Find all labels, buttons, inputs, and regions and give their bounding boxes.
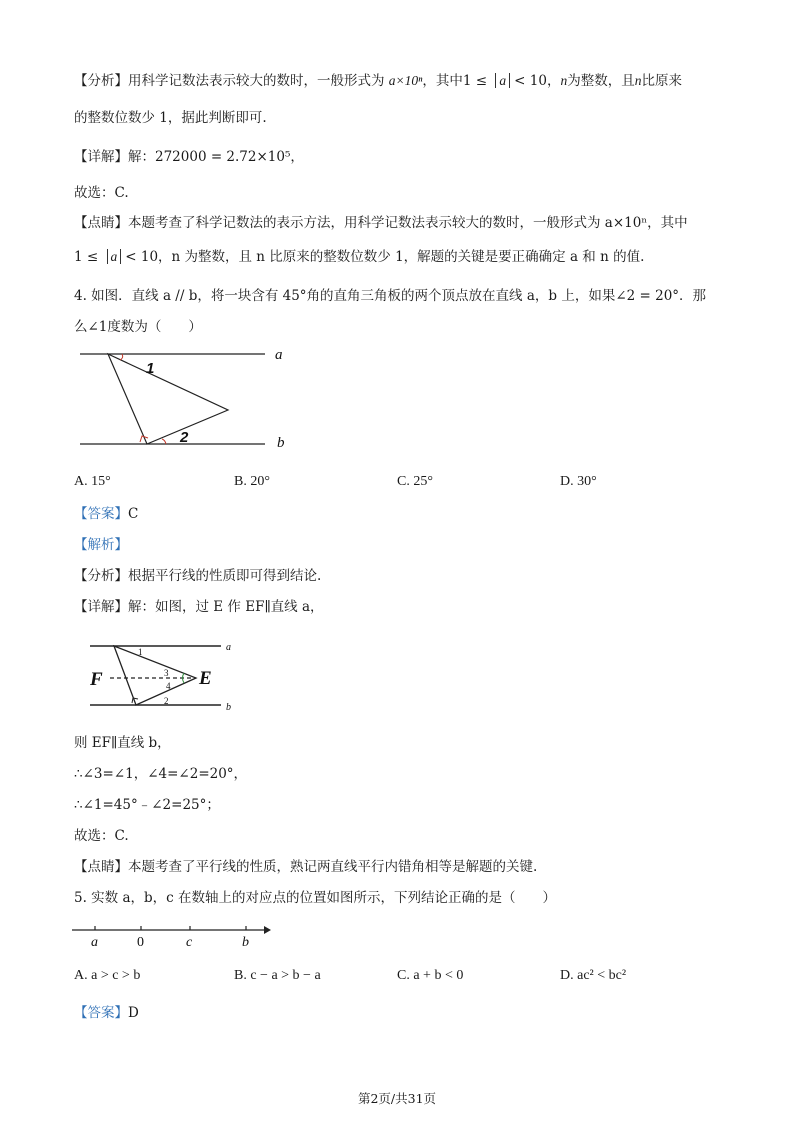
axis-label-0: 0 <box>137 935 144 950</box>
analysis-text: 比原来 <box>641 73 682 89</box>
q4-figure <box>80 343 310 451</box>
comment-text: 本题考查了科学记数法的表示方法，用科学记数法表示较大的数时，一般形式为 a×10ⁿ，其中 <box>128 215 688 231</box>
abs-a: a <box>107 249 122 264</box>
q4-option-d: D. 30° <box>560 474 597 489</box>
angle-2-arc <box>162 439 166 444</box>
page-footer: 第2页/共31页 <box>357 1091 437 1106</box>
fig2-label-3: 3 <box>164 668 169 678</box>
triangle <box>108 354 228 444</box>
analysis-tag: 【分析】 <box>74 568 128 584</box>
comment-text: 本题考查了平行线的性质，熟记两直线平行内错角相等是解题的关键. <box>128 859 538 875</box>
analysis-text: 根据平行线的性质即可得到结论. <box>128 568 322 584</box>
right-angle-mark <box>140 436 148 442</box>
analysis-text: < 10， <box>514 73 561 89</box>
q4-option-a: A. 15° <box>74 474 111 489</box>
fig-label-b: b <box>277 435 285 451</box>
axis-label-b: b <box>242 935 249 950</box>
fig2-label-a: a <box>226 642 231 653</box>
fig2-label-f: F <box>90 669 103 690</box>
q4-option-c: C. 25° <box>397 474 433 489</box>
comment-tag: 【点睛】 <box>74 215 128 231</box>
q4-step-3: ∴∠1=45°﹣∠2=25°； <box>74 797 220 813</box>
angle-1-arc <box>120 354 123 360</box>
var-n: n <box>560 73 568 88</box>
triangle <box>114 646 196 705</box>
answer-tag: 【答案】 <box>74 1005 128 1021</box>
comment-tag: 【点睛】 <box>74 859 128 875</box>
q5-option-d: D. ac² < bc² <box>560 968 627 983</box>
q4-comment-line <box>74 858 537 876</box>
q4-detail-line <box>74 598 324 616</box>
q4-step-1: 则 EF∥直线 b， <box>74 735 171 751</box>
axis-label-c: c <box>186 935 193 950</box>
q5-option-c: C. a + b < 0 <box>397 968 464 983</box>
analysis-text: 为整数，且 <box>567 73 635 89</box>
fig-label-a: a <box>275 347 283 363</box>
comment-line-1 <box>74 214 688 232</box>
q4-stem-1: 4. 如图．直线 a // b，将一块含有 45°角的直角三角板的两个顶点放在直线 a，b 上，如果∠2 = 20°．那 <box>74 288 707 304</box>
axis-arrow <box>264 926 271 934</box>
fig2-label-b: b <box>226 702 231 713</box>
answer-value: C <box>128 506 139 522</box>
answer-tag: 【答案】 <box>74 506 128 522</box>
q4-option-b: B. 20° <box>234 474 270 489</box>
fig-label-1: 1 <box>146 360 155 377</box>
analysis-line-2: 的整数位数少 1，据此判断即可. <box>74 110 267 126</box>
fig2-label-2: 2 <box>164 696 169 706</box>
q5-answer-line <box>74 1004 139 1022</box>
q4-answer-line <box>74 505 138 523</box>
analysis-text: 用科学记数法表示较大的数时，一般形式为 <box>128 73 385 89</box>
q4-choose: 故选：C. <box>74 828 129 844</box>
fig2-label-1: 1 <box>138 647 143 657</box>
fig-label-2: 2 <box>180 429 189 446</box>
q4-stem-2: 么∠1度数为（ ） <box>74 319 202 335</box>
detail-text: 解：272000 = 2.72×10⁵， <box>128 149 304 165</box>
q4-step-2: ∴∠3=∠1，∠4=∠2=20°， <box>74 766 248 782</box>
q4-analysis-line <box>74 567 321 585</box>
formula: a×10ⁿ <box>388 73 423 88</box>
analysis-line-1 <box>74 72 682 90</box>
detail-tag: 【详解】 <box>74 599 128 615</box>
detail-line <box>74 148 304 166</box>
q4-analysis-head: 【解析】 <box>74 537 128 553</box>
analysis-tag: 【分析】 <box>74 73 128 89</box>
q5-stem: 5. 实数 a，b，c 在数轴上的对应点的位置如图所示，下列结论正确的是（ ） <box>74 890 557 906</box>
abs-a: a <box>495 73 510 88</box>
detail-tag: 【详解】 <box>74 149 128 165</box>
analysis-text: ，其中1 ≤ <box>422 73 488 89</box>
q4-solution-figure <box>88 637 248 717</box>
choose-line: 故选：C. <box>74 185 129 201</box>
comment-text: 1 ≤ <box>74 249 99 265</box>
var-n: n <box>634 73 642 88</box>
q5-option-a: A. a > c > b <box>74 968 141 983</box>
q5-option-b: B. c − a > b − a <box>234 968 321 983</box>
axis-label-a: a <box>91 935 98 950</box>
answer-value: D <box>128 1005 139 1021</box>
fig2-label-4: 4 <box>166 681 171 691</box>
comment-line-2 <box>74 248 644 266</box>
fig2-label-e: E <box>199 668 212 689</box>
detail-text: 解：如图，过 E 作 EF∥直线 a， <box>128 599 324 615</box>
comment-text: < 10，n 为整数，且 n 比原来的整数位数少 1，解题的关键是要正确确定 a 和 n 的值. <box>125 249 645 265</box>
number-line <box>72 921 272 951</box>
